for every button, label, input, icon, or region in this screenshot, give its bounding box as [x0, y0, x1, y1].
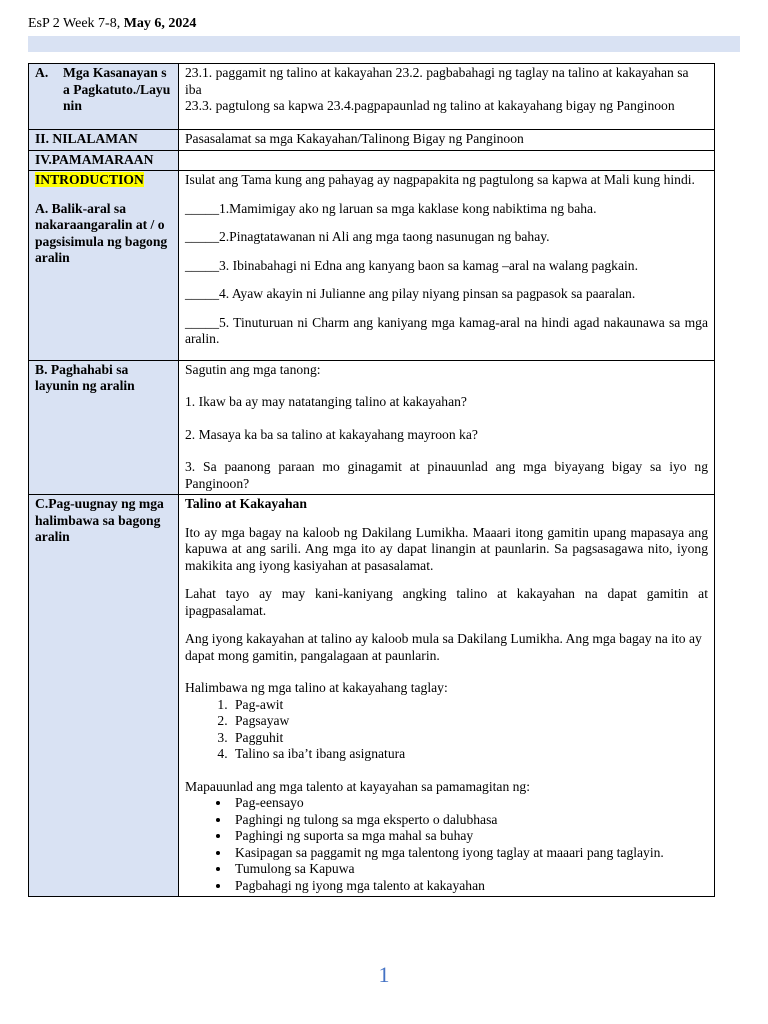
intro-row	[29, 171, 715, 361]
document-header	[28, 16, 196, 32]
purpose-question-3: 3. Sa paanong paraan mo ginagamit at pinauunlad ang mga biyayang bigay sa iyo ng Panginoon?	[185, 459, 708, 491]
list-item: 4. Talino sa iba’t ibang asignatura	[231, 746, 708, 763]
examples-paragraph-1: Ito ay mga bagay na kaloob ng Dakilang Lumikha. Maaari itong gamitin upang mapasaya ang kapuwa at ang sarili. Ang mga ito ay dapat linangin at paunlarin. Sa pagsasagawa nito, iyong makikita ang iyong kasiyahan at pasasalamat.	[185, 524, 708, 573]
intro-item-3: _____3. Ibinabahagi ni Edna ang kanyang baon sa kamag –aral na walang pagkain.	[185, 257, 638, 273]
examples-label: C.Pag-uugnay ng mga halimbawa sa bagong aralin	[29, 495, 179, 897]
purpose-question-2: 2. Masaya ka ba sa talino at kakayahang mayroon ka?	[185, 426, 478, 442]
list-item: • Pag-eensayo	[231, 795, 708, 812]
purpose-content	[179, 360, 715, 495]
procedure-value	[179, 150, 715, 171]
list-item: 3. Pagguhit	[231, 730, 708, 747]
intro-label-cell	[29, 171, 179, 361]
examples-paragraph-2: Lahat tayo ay may kani-kaniyang angking talino at kakayahan na dapat gamitin at ipagpasalamat.	[185, 586, 708, 618]
header-band	[28, 36, 740, 52]
list-item: 2. Pagsayaw	[231, 713, 708, 730]
purpose-question-1: 1. Ikaw ba ay may natatanging talino at kakayahan?	[185, 394, 467, 409]
talent-list-intro: Halimbawa ng mga talino at kakayahang taglay:	[185, 680, 448, 695]
content-value: Pasasalamat sa mga Kakayahan/Talinong Bigay ng Panginoon	[179, 130, 715, 151]
objectives-row	[29, 64, 715, 130]
objectives-content	[179, 64, 715, 130]
talent-list	[185, 697, 708, 763]
intro-item-4: _____4. Ayaw akayin ni Julianne ang pilay niyang pinsan sa pagpasok sa paaralan.	[185, 286, 636, 301]
list-item: • Paghingi ng tulong sa mga eksperto o dalubhasa	[231, 812, 708, 829]
introduction-highlight: INTRODUCTION	[35, 172, 144, 187]
intro-instruction: Isulat ang Tama kung ang pahayag ay nagpapakita ng pagtulong sa kapwa at Mali kung hindi.	[185, 172, 695, 187]
list-item: • Paghingi ng suporta sa mga mahal sa buhay	[231, 828, 708, 845]
procedure-row	[29, 150, 715, 171]
objectives-label-number: A.	[35, 65, 49, 80]
list-item: • Tumulong sa Kapuwa	[231, 861, 708, 878]
examples-title: Talino at Kakayahan	[185, 496, 307, 511]
purpose-row	[29, 360, 715, 495]
intro-item-1: _____1.Mamimigay ako ng laruan sa mga kaklase kong nabiktima ng baha.	[185, 200, 597, 216]
list-item: 1. Pag-awit	[231, 697, 708, 714]
intro-item-2: _____2.Pinagtatawanan ni Ali ang mga taong nasunugan ng bahay.	[185, 229, 550, 244]
objectives-label	[29, 64, 179, 130]
purpose-instruction: Sagutin ang mga tanong:	[185, 361, 321, 377]
purpose-label: B. Paghahabi sa layunin ng aralin	[29, 360, 179, 495]
intro-content	[179, 171, 715, 361]
header-date: May 6, 2024	[123, 16, 197, 31]
development-list	[185, 795, 708, 894]
content-row	[29, 130, 715, 151]
objectives-line-1: 23.1. paggamit ng talino at kakayahan 23.2. pagbabahagi ng taglay na talino at kakayahan sa iba	[185, 65, 689, 97]
header-prefix: EsP 2 Week 7-8,	[28, 16, 124, 31]
intro-label: A. Balik-aral sa nakaraangaralin at / o pagsisimula ng bagong aralin	[35, 200, 168, 265]
objectives-label-text: Mga Kasanayan sa Pagkatuto./Layunin	[63, 65, 171, 113]
procedure-label: IV.PAMAMARAAN	[29, 150, 179, 171]
examples-paragraph-3: Ang iyong kakayahan at talino ay kaloob mula sa Dakilang Lumikha. Ang mga bagay na ito ay dapat mong gamitin, pangalagaan at paunlarin.	[185, 631, 702, 663]
content-label: II. NILALAMAN	[29, 130, 179, 151]
intro-item-5: _____5. Tinuturuan ni Charm ang kaniyang mga kamag-aral na hindi agad nakaunawa sa mga aralin.	[185, 314, 708, 346]
page-number: 1	[378, 962, 390, 987]
list-item: • Pagbahagi ng iyong mga talento at kakayahan	[231, 878, 708, 895]
examples-row	[29, 495, 715, 897]
objectives-line-2: 23.3. pagtulong sa kapwa 23.4.pagpapaunlad ng talino at kakayahang bigay ng Panginoon	[185, 98, 675, 113]
lesson-plan-table	[28, 63, 715, 897]
list-item: • Kasipagan sa paggamit ng mga talentong iyong taglay at maaari pang taglayin.	[231, 845, 708, 862]
examples-content	[179, 495, 715, 897]
development-list-intro: Mapauunlad ang mga talento at kayayahan sa pamamagitan ng:	[185, 778, 531, 794]
